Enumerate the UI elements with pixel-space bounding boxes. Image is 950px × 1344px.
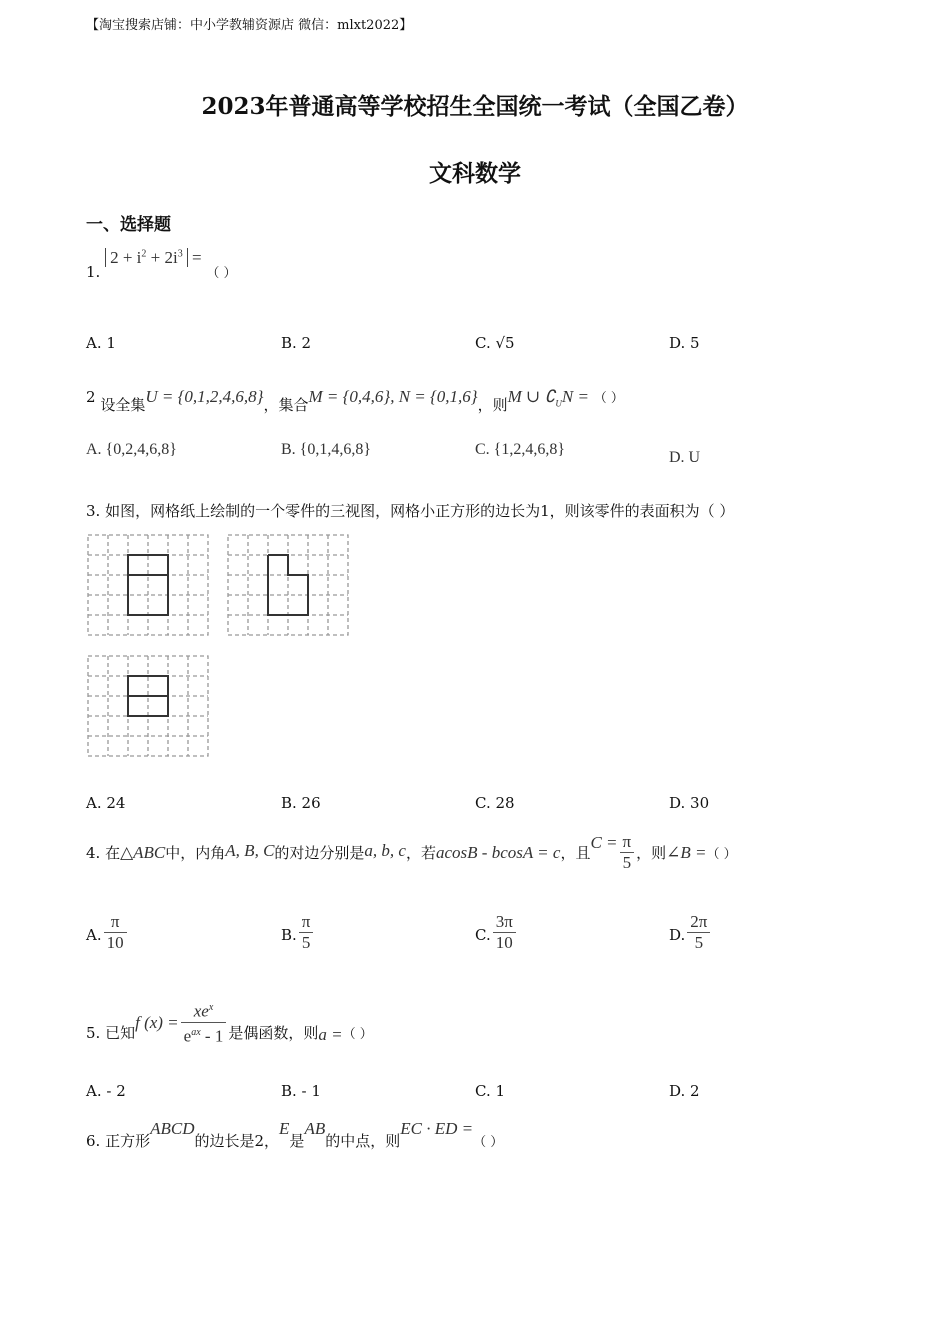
q5-a-equals: a = [318, 1025, 343, 1044]
q6-side-ab: AB [304, 1119, 326, 1138]
q5-blank: （ ） [342, 1027, 373, 1042]
q2-blank: （ ） [593, 391, 624, 406]
q5-function: f (x) = [135, 1013, 179, 1032]
q5-option-c: C. 1 [475, 1082, 506, 1100]
page-title: 2023年普通高等学校招生全国统一考试（全国乙卷） [201, 93, 749, 120]
q2-text-3: ，则 [477, 396, 508, 414]
q5-option-a: A. - 2 [86, 1082, 126, 1100]
section-heading: 一、选择题 [86, 215, 171, 235]
q1-option-d: D. 5 [669, 334, 700, 352]
q4-angle-b: ∠B = [666, 843, 707, 862]
page-subtitle: 文科数学 [429, 160, 521, 187]
q1-blank: （ ） [206, 266, 237, 281]
q4-option-a: A. $\frac{\pi}{10}$ [86, 912, 129, 953]
side-view-grid [226, 533, 350, 637]
q2-set-n: , N = {0,1,6} [390, 387, 478, 406]
q4-option-b: B. $\frac{\pi}{5}$ [281, 912, 315, 953]
q1-option-c: C. √5 [475, 334, 515, 352]
q2-universal-set: U = {0,1,2,4,6,8} [145, 387, 264, 406]
front-view-grid [86, 533, 210, 637]
q1-number: 1. [86, 263, 101, 281]
q2-set-m: M = {0,4,6} [308, 387, 391, 406]
q4-angles: A, B, C [225, 841, 275, 860]
q4-blank: （ ） [706, 847, 737, 862]
q3-option-c: C. 28 [475, 794, 515, 812]
question-5: 5. 已知f (x) = $\frac{xe^x}{e^{ax} - 1}$ 是偶函数，则a =（ ） [86, 998, 373, 1046]
q2-text: 设全集 [100, 396, 146, 414]
q6-square: ABCD [150, 1119, 195, 1138]
q4-triangle: △ABC [120, 843, 166, 862]
q4-equation: acosB - bcosA = c [435, 843, 561, 862]
q6-point-e: E [279, 1119, 290, 1138]
header-watermark: 【淘宝搜索店铺：中小学教辅资源店 微信：mlxt2022】 [86, 18, 413, 33]
q4-option-d: D. $\frac{2\pi}{5}$ [669, 912, 712, 953]
q2-text-2: ，集合 [263, 396, 309, 414]
q1-option-a: A. 1 [86, 334, 116, 352]
q2-option-c: C. {1,2,4,6,8} [475, 441, 566, 458]
q4-c-fraction: $\frac{\pi}{5}$ [620, 832, 635, 873]
q2-option-d: D. U [669, 449, 701, 466]
q1-equals: = [187, 248, 202, 267]
q2-option-b: B. {0,1,4,6,8} [281, 441, 372, 458]
q4-c-equals: C = [590, 833, 618, 852]
q5-option-d: D. 2 [669, 1082, 700, 1100]
q6-blank: （ ） [473, 1135, 504, 1150]
q5-option-b: B. - 1 [281, 1082, 321, 1100]
question-6: 6. 正方形ABCD的边长是2，E是AB的中点，则EC · ED =（ ） [86, 1119, 504, 1150]
q2-option-a: A. {0,2,4,6,8} [86, 441, 177, 458]
q5-fraction: $\frac{xe^x}{e^{ax} - 1}$ [181, 998, 227, 1046]
question-3: 3. 如图，网格纸上绘制的一个零件的三视图，网格小正方形的边长为1，则该零件的表面积为（ ） [86, 502, 735, 520]
q2-expression: M ∪ $∁_UN$ = [507, 387, 589, 409]
q2-number: 2 [86, 388, 96, 406]
q3-option-b: B. 26 [281, 794, 321, 812]
q1-expression: $2 + i^2 + 2i^3$ [105, 248, 188, 267]
top-view-grid [86, 654, 210, 758]
q1-option-b: B. 2 [281, 334, 312, 352]
q3-option-d: D. 30 [669, 794, 710, 812]
q4-option-c: C. $\frac{3\pi}{10}$ [475, 912, 518, 953]
question-2 [86, 386, 624, 414]
question-4: 4. 在△ABC中，内角A, B, C的对边分别是a, b, c，若acosB - bcosA = c，且C = $\frac{\pi}{5}$ ，则∠B =（ ） [86, 832, 737, 872]
question-1 [86, 248, 237, 282]
q6-dot-product: EC · ED = [400, 1119, 474, 1138]
q3-option-a: A. 24 [86, 794, 126, 812]
q4-sides: a, b, c [364, 841, 406, 860]
